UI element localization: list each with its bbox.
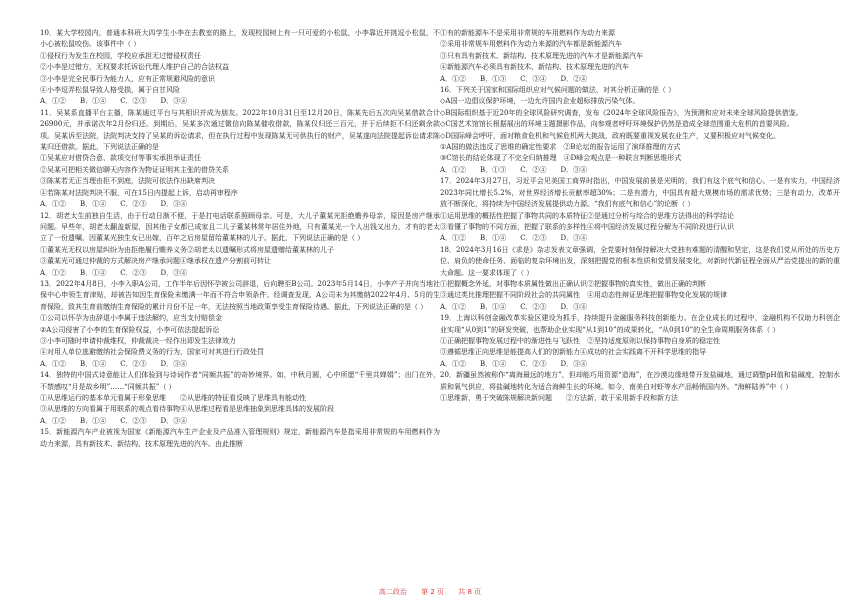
answer-options: A．①② B．①③ C．③④ D．②④ [440, 74, 588, 83]
text-line: ②A公司侵害了小李的生育保险权益，小李可依法提起诉讼 [40, 325, 220, 334]
text-line: ①运用思维的概括性把握了事物共同的本质特征②是通过分析与综合的思维方法得出的科学结论 [440, 211, 734, 220]
answer-options: A．①② B．①④ C．②③ D．③④ [40, 268, 188, 277]
text-line: ③陈某若无正当理由拒不到庭，法院可依法作出缺席判决 [40, 177, 215, 186]
text-line: ①有的新能源车不是采用非常规的车用燃料作为动力来源 [440, 29, 615, 37]
answer-options: A．①② B．①④ C．②③ D．③④ [40, 97, 188, 106]
footer-subject: 高二政治 [378, 588, 407, 596]
answer-options: A．①② B．①④ C．②③ D．③④ [40, 416, 188, 425]
text-line: 20．新疆虽然被称作“离海最远的地方”，但却能巧用资源“造海”，在沙漠边缘地带开发盐碱地，通过调整pH值和盐碱度，控制水质和氧气供应，将盐碱地转化为适合海鲜生长的环境。如今，南美白对虾等水产品畅销国内外。“海鲜陆养”中（ ） [440, 371, 840, 391]
text-line: ①公司以怀孕为由辞退小李属于违法解约，应当支付赔偿金 [40, 314, 222, 323]
text-line: ①正确把握事物发展过程中的渐进性与飞跃性 ②坚持适度原则以保持事物自身质的稳定性 [440, 336, 720, 345]
text-line: ◇A国一边倡议保护环境，一边允许国内企业超标排放污染气体。 [440, 97, 640, 106]
text-line: ②采用非常规车用燃料作为动力来源的汽车都是新能源汽车 [440, 40, 622, 49]
text-line: ④若陈某对法院判决不服，可在15日内提起上诉，启动再审程序 [40, 188, 238, 197]
text-line: ④对用人单位逃避缴纳社会保险费义务的行为，国家可对其进行行政处罚 [40, 348, 264, 357]
answer-options: A．①② B．①④ C．②③ D．③④ [440, 359, 588, 368]
text-line: 16．下列关于国家和国际组织应对气候问题的做法，对其分析正确的是（ ） [440, 86, 676, 95]
text-line: ◇C国艺术馆馆长根据展出的环境主题摄影作品，向参观者呼吁环境保护仍然是造成全球范围重大危机的首要风险。 [440, 120, 794, 129]
text-line: ①吴某应对借贷合意、款项交付等事实承担举证责任 [40, 154, 201, 163]
text-line: ③通过类比推理把握不同阶段社会的共同属性 ④用动态性辩证思维把握事物变化发展的规律 [440, 291, 727, 300]
text-line: ③C馆长的结论体现了不完全归纳推理 ④D峰会观点是一种联言判断思维形式 [440, 154, 682, 163]
text-line: ①董某光无权以房屋纠纷为由拒绝履行赡养义务②胡老太以遗嘱形式将房屋遗赠给董某林的儿子 [40, 245, 334, 254]
text-line: ③小李是完全民事行为能力人，应有正常规避风险的意识 [40, 74, 215, 83]
answer-options: A．①② B．①④ C．②③ D．③④ [40, 359, 188, 368]
text-line: ④新能源汽车必须具有新技术、新结构、技术原理先进的汽车 [440, 63, 629, 72]
text-line: 13．2022年4月8日，小李入职A公司，工作半年后因怀孕被公司辞退，后向聘至B公司。2023年5月14日，小李产子并向当地社保中心申领生育津贴，却被告知因生育保险未缴满一年而不符合申领条件。经调查发现，A公司未为其缴纳2022年4月、5月的生育保险，致其生育前缴纳生育保险的累计月份不足一年，无法按照当地政策享受生育保险待遇。据此，下列说法正确的是（ ） [40, 279, 440, 311]
answer-options: A．①② B．①④ C．②③ D．③④ [40, 200, 188, 209]
text-line: 15．新能源汽车产业被视为国家《新能源汽车生产企业及产品准入管理规则》规定，新能源汽车是指采用非常规的车用燃料作为动力来源，具有新技术、新结构、技术原理先进的汽车。由此推断 [40, 428, 440, 448]
text-line: ③小李可随时申请仲裁维权，仲裁裁决一经作出即发生法律效力 [40, 336, 236, 345]
answer-options: A．①② B．①④ C．②③ D．③④ [440, 302, 588, 311]
text-line: 19．上海以科创金融改革实验区建设为抓手，持续提升金融服务科技创新能力。在企业成长的过程中，金融机构不仅助力科创企业实现“从0到1”的研发突破，也帮助企业实现“从1到10”的成果转化，“从0到10”的全生命周期服务体系（ ） [440, 314, 840, 334]
text-line: ③董某光可通过仲裁的方式解决房产继承问题④继承权在遗产分割前可转让 [40, 257, 271, 266]
right-column [440, 28, 840, 404]
text-line: ①思维新，勇于突破陈规解决新问题 ②方法新，敢于采用新手段和新方法 [440, 394, 678, 402]
text-line: ③看懂了事物的不同方面，把握了联系的多样性④将中国经济发展过程分解为不同阶段进行认识 [440, 222, 734, 231]
answer-options: A．①② B．①③ C．②④ D．③④ [440, 165, 588, 174]
text-line: 12．胡老太生前独自生活，由于行动日渐不便，于是打电话联系照顾母亲。可是，大儿子董某光拒绝赡养母亲，原因是房产继承问题。早些年，胡老太翻盖新屋，因其他子女都已成家且二儿子董某林常年居住外地，只有董某光一个人出钱又出力，才有的老太立了一份遗嘱，因董某光独生女已出嫁，百年之后房屋留给董某林的儿子。据此，下列说法正确的是（ ） [40, 211, 440, 243]
text-line: ③只有具有新技术、新结构、技术原理先进的汽车才是新能源汽车 [440, 51, 643, 60]
text-line: ③遵循思维正向思维是能提高人们的创新能力④成功的社会实践离不开科学思维的指导 [440, 348, 706, 357]
text-line: ①A国的做法违反了思维的确定性要求 ②B论坛的报告运用了演绎推理的方式 [440, 143, 681, 152]
footer-total: 共 8 页 [458, 588, 482, 596]
text-line: ①把握概念外延，对事物本质属性做出正确认识②把握事物的真实性，做出正确的判断 [440, 279, 706, 288]
text-line: 11．吴某系直播平台主播，陈某通过平台与其相识并成为朋友。2022年10月31日至12月20日，陈某先后五次向吴某借款合计26900元，并承诺次年2月份归还。到期后，吴某多次通过微信向陈某催收借款，陈某仅归还三百元，并于后续拒不归还剩余款项。吴某诉至法院，法院判决支持了吴某的诉讼请求，但在执行过程中发现陈某无可供执行的财产，吴某遂向法院提起诉讼请求陈某归还借款。据此，下列说法正确的是 [40, 108, 440, 152]
left-column [40, 28, 440, 450]
text-line: ①从思维运行的基本单元看属于形象思维 ②从思维的特征看反映了思维具有能动性 [40, 394, 306, 402]
text-line: ③从思维的方向看属于用联系的观点看待事物④从思维过程看是思维抽象到思维具体的发展阶段 [40, 405, 334, 414]
text-line: 18．2024年3月16日《求是》杂志发表文章强调，全党要时刻保持解决大党独有难题的清醒和坚定，这是我们党从所处的历史方位、肩负的使命任务、面临的复杂环境出发，深刻把握党的根本性质和党情发展变化，对新时代新征程全面从严治党提出的新的重大命题。这一要求体现了（ ） [440, 245, 840, 277]
text-line: 17．2024年3月27日，习近平会见美国工商界时指出，中国发展前景是光明的，我们有这个底气和信心。一是有实力，中国经济2023年同比增长5.2%，对世界经济增长贡献率超30%；二是有潜力，中国具有超大规模市场的需求优势；三是有动力，改革开放不断深化，将持续为中国经济发展提供动力源。“我们有底气和信心”的论断（ ） [440, 177, 840, 209]
text-line: ①侵权行为发生在校园，学校应承担无过错侵权责任 [40, 51, 201, 60]
text-line: 10．某大学校园内，普通本科班大四学生小李在去教室的路上，发现校园树上有一只可爱的小松鼠，小李靠近并挑逗小松鼠，不小心被松鼠咬伤。该事件中（ ） [40, 29, 440, 49]
text-line: ◇B国际组织基于近20年的全球风险研究调查，发布《2024年全球风险报告》，为预测和应对未来全球风险提供借鉴。 [440, 108, 803, 117]
answer-options: A．①② B．①④ C．②③ D．③④ [440, 234, 588, 243]
page-footer [0, 587, 860, 597]
text-line: ②小李是过错方，无权要求托诉讼代理人维护自己的合法权益 [40, 63, 229, 72]
footer-page: 第 2 页 [421, 588, 444, 596]
text-line: ◇D国际峰会呼吁，面对粮食危机和气候危机两大挑战，政府既要重视发展农业生产，又要积极应对气候变化。 [440, 131, 780, 140]
text-line: 14．独特的中国式诗意能让人们体验到与诗词作者“同频共振”的奇妙境界。如，中秋月圆，心中所愿“千里共婵娟”；出门在外，不禁感叹“月是故乡明”……“同频共振”（ ） [40, 371, 440, 391]
text-line: ④小李逗弄松鼠导致人格受损，属于自甘风险 [40, 86, 180, 95]
text-line: ②吴某可把相关微信聊天内容作为物证证明其主张的借贷关系 [40, 165, 229, 174]
